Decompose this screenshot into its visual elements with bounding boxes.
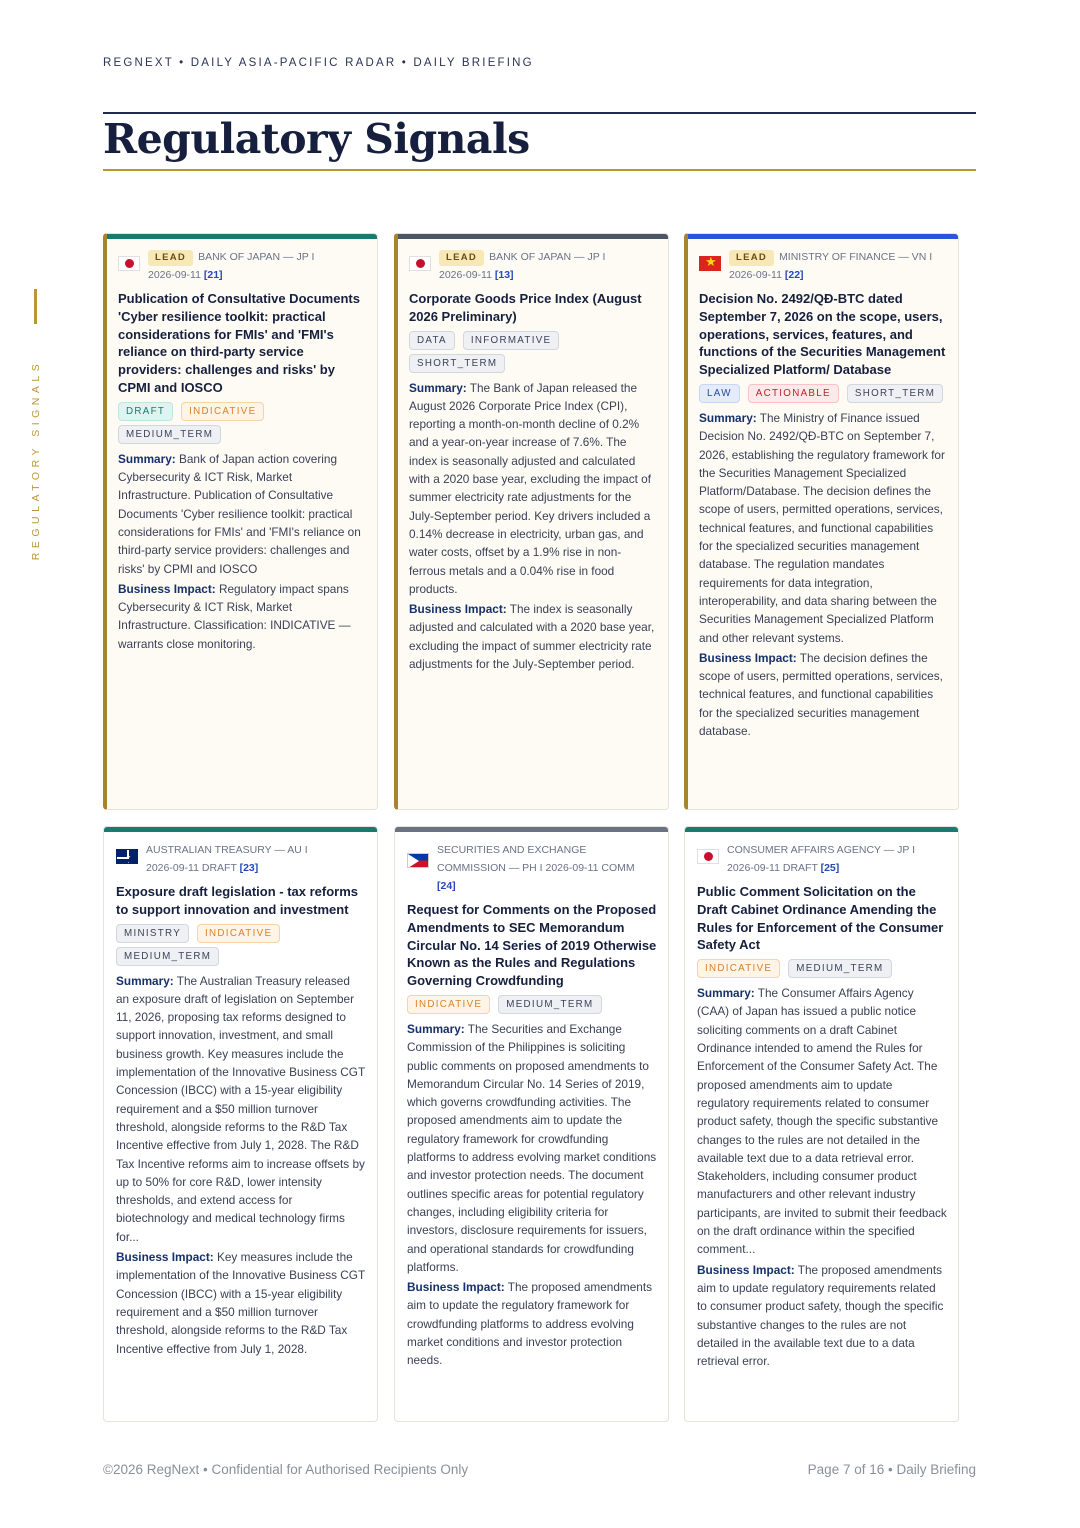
source-reference-link[interactable]: [21] xyxy=(203,269,223,281)
card-meta xyxy=(116,841,366,877)
card-meta xyxy=(697,841,947,877)
card-source: BANK OF JAPAN — JP I xyxy=(198,251,315,263)
side-accent-bar xyxy=(34,289,37,324)
card-title: Decision No. 2492/QĐ-BTC dated September 7, 2026 on the scope, users, operations, services, features, and functions of the Securities Management Specialized Platform/ Database xyxy=(699,291,946,378)
chip-indicative: INDICATIVE xyxy=(407,995,490,1014)
card-chips xyxy=(116,924,366,966)
card-date: 2026-09-11 xyxy=(727,862,780,874)
signal-card xyxy=(103,233,378,810)
card-business-impact: Business Impact: The decision defines the scope of users, permitted operations, services, technical features, and functional capabilities for the specialized securities management database. xyxy=(699,650,943,739)
report-kicker: REGNEXT • DAILY ASIA-PACIFIC RADAR • DAILY BRIEFING xyxy=(103,57,534,69)
header-rule-top xyxy=(103,112,976,114)
japan-flag-icon xyxy=(697,849,719,864)
chip-actionable: ACTIONABLE xyxy=(748,384,839,403)
card-accent-bar xyxy=(688,234,958,239)
card-meta xyxy=(407,841,657,895)
card-status: DRAFT xyxy=(201,862,237,874)
source-reference-link[interactable]: [13] xyxy=(494,269,514,281)
card-date: 2026-09-11 xyxy=(146,862,199,874)
card-summary: Summary: The Australian Treasury released an exposure draft of legislation on September 11, 2026, proposing tax reforms designed to support innovation, investment, and small business growth. Key measures include the implementation of the Innovative Business CGT Concession (IBCC) with a 15-year eligibility requirement and a $50 million turnover threshold, alongside reforms to the R&D Tax Incentive effective from July 1, 2028. The R&D Tax Incentive reforms aim to increase offsets by up to 50% for core R&D, lower intensity thresholds, and extend access for biotechnology and medical technology firms for... xyxy=(116,973,365,1244)
card-meta xyxy=(699,248,947,284)
chip-indicative: INDICATIVE xyxy=(181,402,264,421)
lead-tag: LEAD xyxy=(439,250,484,266)
card-date: 2026-09-11 xyxy=(148,269,201,281)
card-summary: Summary: The Consumer Affairs Agency (CAA) of Japan has issued a public notice soliciting comments on a draft Cabinet Ordinance intended to amend the Rules for Enforcement of the Consumer Safety Act. The proposed amendments aim to update regulatory requirements related to consumer product safety, though the specific substantive changes to the rules are not detailed in the available text due to a data retrieval error. Stakeholders, including consumer product manufacturers and other relevant industry participants, are invited to submit their feedback on the draft ordinance within the specified comment... xyxy=(697,986,947,1257)
card-accent-bar xyxy=(395,827,668,832)
chip-ministry: MINISTRY xyxy=(116,924,189,943)
chip-medium-term: MEDIUM_TERM xyxy=(116,947,219,966)
card-business-impact: Business Impact: Key measures include the implementation of the Innovative Business CGT Concession (IBCC) with a 15-year eligibility requirement and a $50 million turnover threshold, alongside reforms to the R&D Tax Incentive effective from July 1, 2028. xyxy=(116,1250,365,1356)
card-title: Exposure draft legislation - tax reforms to support innovation and investment xyxy=(116,884,359,917)
card-source: MINISTRY OF FINANCE — VN I xyxy=(779,251,933,263)
chip-draft: DRAFT xyxy=(118,402,173,421)
card-meta xyxy=(409,248,657,284)
card-accent-bar xyxy=(398,234,668,239)
card-title: Publication of Consultative Documents 'Cyber resilience toolkit: practical considerations for FMIs' and 'FMI's reliance on third-party service providers: challenges and risks' by CPMI and IOSCO xyxy=(118,291,360,395)
chip-indicative: INDICATIVE xyxy=(697,959,780,978)
philippines-flag-icon xyxy=(407,853,429,868)
footer-copyright: ©2026 RegNext • Confidential for Authorised Recipients Only xyxy=(103,1462,469,1477)
card-business-impact: Business Impact: The proposed amendments aim to update regulatory requirements related to consumer product safety, though the specific substantive changes to the rules are not detailed in the available text due to a data retrieval error. xyxy=(697,1262,944,1369)
card-title: Public Comment Solicitation on the Draft Cabinet Ordinance Amending the Rules for Enforcement of the Consumer Safety Act xyxy=(697,884,944,953)
card-date: 2026-09-11 xyxy=(439,269,492,281)
card-summary: Summary: The Ministry of Finance issued Decision No. 2492/QĐ-BTC on September 7, 2026, establishing the regulatory framework for the Securities Management Specialized Platform/Database. The decision defines the scope of users, permitted operations, services, technical features, and functional capabilities for the specialized securities management database. The regulation mandates requirements for data integration, interoperability, and data sharing between the Securities Management Specialized Platform and other relevant systems. xyxy=(699,410,945,645)
card-business-impact: Business Impact: The index is seasonally adjusted and calculated with a 2020 base year, excluding the impact of summer electricity rate adjustments for the July-September period. xyxy=(409,602,655,672)
chip-informative: INFORMATIVE xyxy=(463,331,560,350)
japan-flag-icon xyxy=(409,256,431,271)
card-source: AUSTRALIAN TREASURY — AU I xyxy=(146,844,308,856)
side-section-label: REGULATORY SIGNALS xyxy=(30,359,42,561)
card-business-impact: Business Impact: The proposed amendments aim to update the regulatory framework for crowdfunding platforms to address evolving market conditions and investor protection needs. xyxy=(407,1280,653,1368)
signal-card xyxy=(684,826,959,1422)
card-chips xyxy=(409,331,657,373)
card-source: CONSUMER AFFAIRS AGENCY — JP I xyxy=(727,844,916,856)
card-chips xyxy=(118,402,366,444)
signal-card xyxy=(684,233,959,810)
source-reference-link[interactable]: [22] xyxy=(784,269,804,281)
japan-flag-icon xyxy=(118,256,140,271)
card-date: 2026-09-11 xyxy=(729,269,782,281)
vietnam-flag-icon xyxy=(699,256,721,271)
card-business-impact: Business Impact: Regulatory impact spans Cybersecurity & ICT Risk, Market Infrastructure. Classification: INDICATIVE — warrants close monitoring. xyxy=(118,581,351,651)
chip-short-term: SHORT_TERM xyxy=(847,384,943,403)
chip-medium-term: MEDIUM_TERM xyxy=(788,959,891,978)
chip-medium-term: MEDIUM_TERM xyxy=(498,995,601,1014)
card-summary: Summary: The Securities and Exchange Commission of the Philippines is soliciting public comments on proposed amendments to Memorandum Circular No. 14 Series of 2019, which governs crowdfunding activities. The proposed amendments aim to update the regulatory framework for crowdfunding platforms to address evolving market conditions and investor protection needs. The document outlines specific areas for potential regulatory changes, including eligibility criteria for investors, disclosure requirements for issuers, and operational standards for crowdfunding platforms. xyxy=(407,1021,657,1274)
chip-medium-term: MEDIUM_TERM xyxy=(118,425,221,444)
card-source: BANK OF JAPAN — JP I xyxy=(489,251,606,263)
card-chips xyxy=(697,959,947,978)
source-reference-link[interactable]: [25] xyxy=(820,862,840,874)
card-source: SECURITIES AND EXCHANGE COMMISSION — PH I 2026-09-11 xyxy=(437,844,599,874)
card-title: Request for Comments on the Proposed Amendments to SEC Memorandum Circular No. 14 Series of 2019 Otherwise Known as the Rules and Regulations Governing Crowdfunding xyxy=(407,902,657,989)
chip-law: LAW xyxy=(699,384,740,403)
card-chips xyxy=(699,384,947,403)
card-summary: Summary: Bank of Japan action covering Cybersecurity & ICT Risk, Market Infrastructure. Publication of Consultative Documents 'Cyber resilience toolkit: practical considerations for FMIs' and 'FMI's reliance on third-party service providers: challenges and risks' by CPMI and IOSCO xyxy=(118,451,361,576)
card-accent-bar xyxy=(104,827,377,832)
source-reference-link[interactable]: [24] xyxy=(437,880,456,892)
chip-indicative: INDICATIVE xyxy=(197,924,280,943)
card-status: DRAFT xyxy=(782,862,818,874)
lead-tag: LEAD xyxy=(148,250,193,266)
card-chips xyxy=(407,995,657,1014)
header-rule-bottom xyxy=(103,169,976,171)
chip-data: DATA xyxy=(409,331,455,350)
chip-short-term: SHORT_TERM xyxy=(409,354,505,373)
card-status: COMM xyxy=(601,862,635,874)
footer-page-number: Page 7 of 16 • Daily Briefing xyxy=(807,1462,976,1477)
signal-card xyxy=(103,826,378,1422)
lead-tag: LEAD xyxy=(729,250,774,266)
signal-card xyxy=(394,826,669,1422)
page-title: Regulatory Signals xyxy=(103,115,530,163)
card-summary: Summary: The Bank of Japan released the August 2026 Corporate Price Index (CPI), reporting a month-on-month decline of 0.2% and a year-on-year increase of 7.6%. The index is seasonally adjusted and calculated with a 2020 base year, excluding the impact of summer electricity rate adjustments for the July-September period. Key drivers included a 0.14% decrease in electricity, urban gas, and water costs, offset by a 1.9% rise in non-ferrous metals and a 0.04% rise in food products. xyxy=(409,380,651,596)
card-meta xyxy=(118,248,366,284)
australia-flag-icon xyxy=(116,849,138,864)
card-accent-bar xyxy=(685,827,958,832)
signal-card xyxy=(394,233,669,810)
source-reference-link[interactable]: [23] xyxy=(239,862,259,874)
card-accent-bar xyxy=(107,234,377,239)
card-title: Corporate Goods Price Index (August 2026 Preliminary) xyxy=(409,291,642,324)
